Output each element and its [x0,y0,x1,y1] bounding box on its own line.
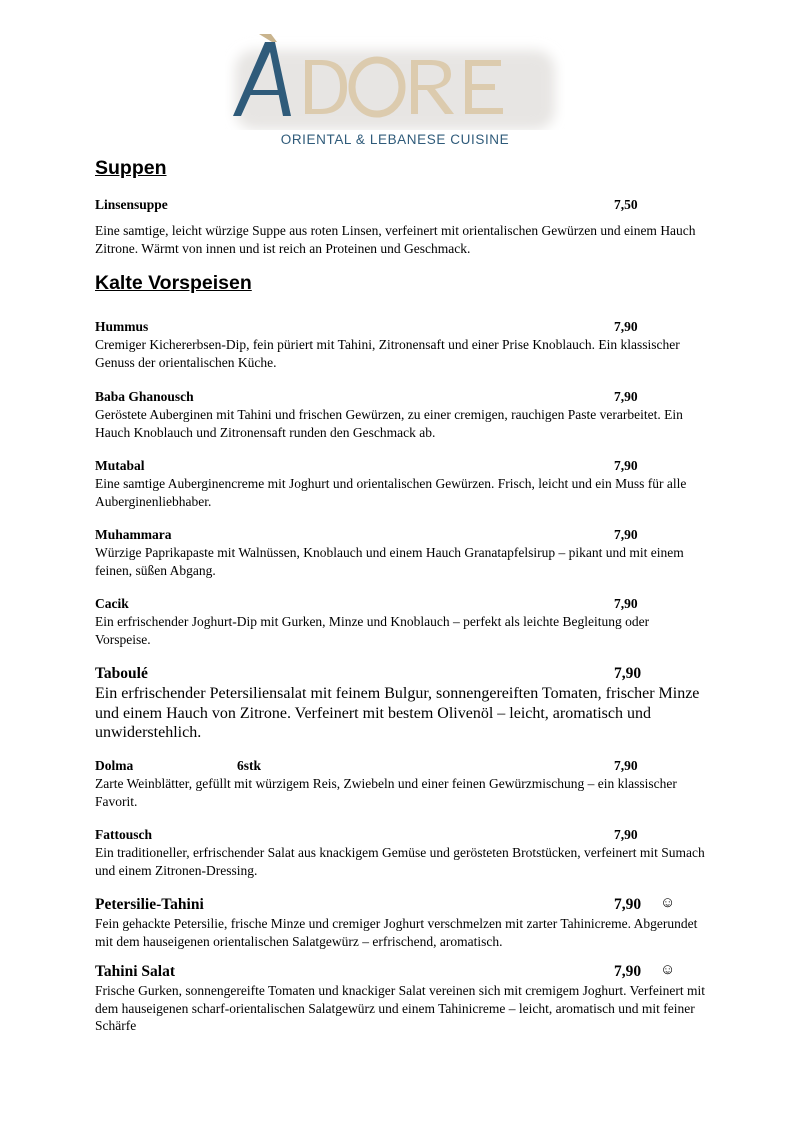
item-quantity: 6stk [237,758,262,773]
item-description: Eine samtige, leicht würzige Suppe aus roten Linsen, verfeinert mit orientalischen Gewürzen und einem Hauch Zitrone. Wärmt von innen und ist reich an Proteinen und Geschmack. [95,223,696,256]
item-description: Ein traditioneller, erfrischender Salat aus knackigem Gemüse und gerösteten Brotstücken, verfeinert mit Sumach und einem Zitronen-Dressing. [95,845,705,878]
item-name: Tahini Salat [95,963,175,980]
menu-item-linsensuppe [95,196,705,257]
item-header [95,895,705,914]
smiley-icon: ☺ [660,895,676,911]
item-name: Baba Ghanousch [95,389,194,404]
item-header [95,196,705,213]
item-name: Mutabal [95,458,145,473]
section-title-soups: Suppen [95,157,167,179]
item-name: Dolma [95,758,134,773]
item-price: 7,90 [614,389,638,404]
item-price: 7,90 [614,319,638,334]
item-price: 7,90 [614,963,642,980]
menu-item-mutabal [95,457,705,510]
item-price: 7,90 [614,758,638,773]
restaurant-logo [225,30,565,160]
item-name: Linsensuppe [95,197,168,212]
item-name: Taboulé [95,665,148,682]
item-header [95,962,705,981]
section-title-cold-starters: Kalte Vorspeisen [95,272,252,294]
item-description: Ein erfrischender Petersiliensalat mit feinem Bulgur, sonnengereiften Tomaten, frischer Minze und einem Hauch von Zitrone. Verfeinert mit bestem Olivenöl – leicht, aromatisch und unwiderstehlich. [95,685,700,741]
menu-item-muhammara [95,526,705,579]
item-description: Würzige Paprikapaste mit Walnüssen, Knoblauch und einem Hauch Granatapfelsirup – pikant und mit einem feinen, süßen Abgang. [95,545,684,578]
item-header [95,388,705,405]
item-header [95,664,705,683]
item-name: Hummus [95,319,149,334]
smiley-icon: ☺ [660,962,676,978]
item-name: Petersilie-Tahini [95,896,204,913]
logo-wordmark-graphic [225,30,565,130]
menu-item-tahini-salat [95,962,705,1035]
item-header [95,595,705,612]
menu-item-hummus [95,318,705,371]
item-price: 7,90 [614,527,638,542]
menu-item-petersilie-tahini [95,895,705,950]
item-header [95,757,705,774]
item-price: 7,90 [614,896,642,913]
menu-item-taboule [95,664,705,743]
item-description: Fein gehackte Petersilie, frische Minze und cremiger Joghurt verschmelzen mit zarter Tahinicreme. Abgerundet mit dem hauseigenen orientalischen Salatgewürz – erfrischend, aromatisch. [95,916,698,949]
item-price: 7,50 [614,197,638,212]
menu-item-baba-ghanousch [95,388,705,441]
item-header [95,526,705,543]
menu-item-dolma [95,757,705,810]
item-name: Cacik [95,596,129,611]
menu-item-fattousch [95,826,705,879]
item-description: Frische Gurken, sonnengereifte Tomaten und knackiger Salat vereinen sich mit cremigem Joghurt. Verfeinert mit dem hauseigenen scharf-orientalischen Salatgewürz und einem Tahinicreme – leicht, aromatisch und mit feiner Schärfe [95,983,705,1033]
item-description: Cremiger Kichererbsen-Dip, fein püriert mit Tahini, Zitronensaft und einer Prise Knoblauch. Ein klassischer Genuss der orientalischen Küche. [95,337,680,370]
item-name: Fattousch [95,827,152,842]
item-description: Zarte Weinblätter, gefüllt mit würzigem Reis, Zwiebeln und einer feinen Gewürzmischung – ein klassischer Favorit. [95,776,677,809]
item-description: Ein erfrischender Joghurt-Dip mit Gurken, Minze und Knoblauch – perfekt als leichte Begleitung oder Vorspeise. [95,614,650,647]
item-name: Muhammara [95,527,172,542]
item-price: 7,90 [614,458,638,473]
item-price: 7,90 [614,827,638,842]
item-header [95,826,705,843]
item-price: 7,90 [614,665,642,682]
logo-subtitle: ORIENTAL & LEBANESE CUISINE [280,132,510,147]
menu-item-cacik [95,595,705,648]
item-header [95,318,705,335]
item-header [95,457,705,474]
item-description: Geröstete Auberginen mit Tahini und frischen Gewürzen, zu einer cremigen, rauchigen Paste verarbeitet. Ein Hauch Knoblauch und Zitronensaft runden den Geschmack ab. [95,407,683,440]
item-price: 7,90 [614,596,638,611]
item-description: Eine samtige Auberginencreme mit Joghurt und orientalischen Gewürzen. Frisch, leicht und ein Muss für alle Auberginenliebhaber. [95,476,687,509]
